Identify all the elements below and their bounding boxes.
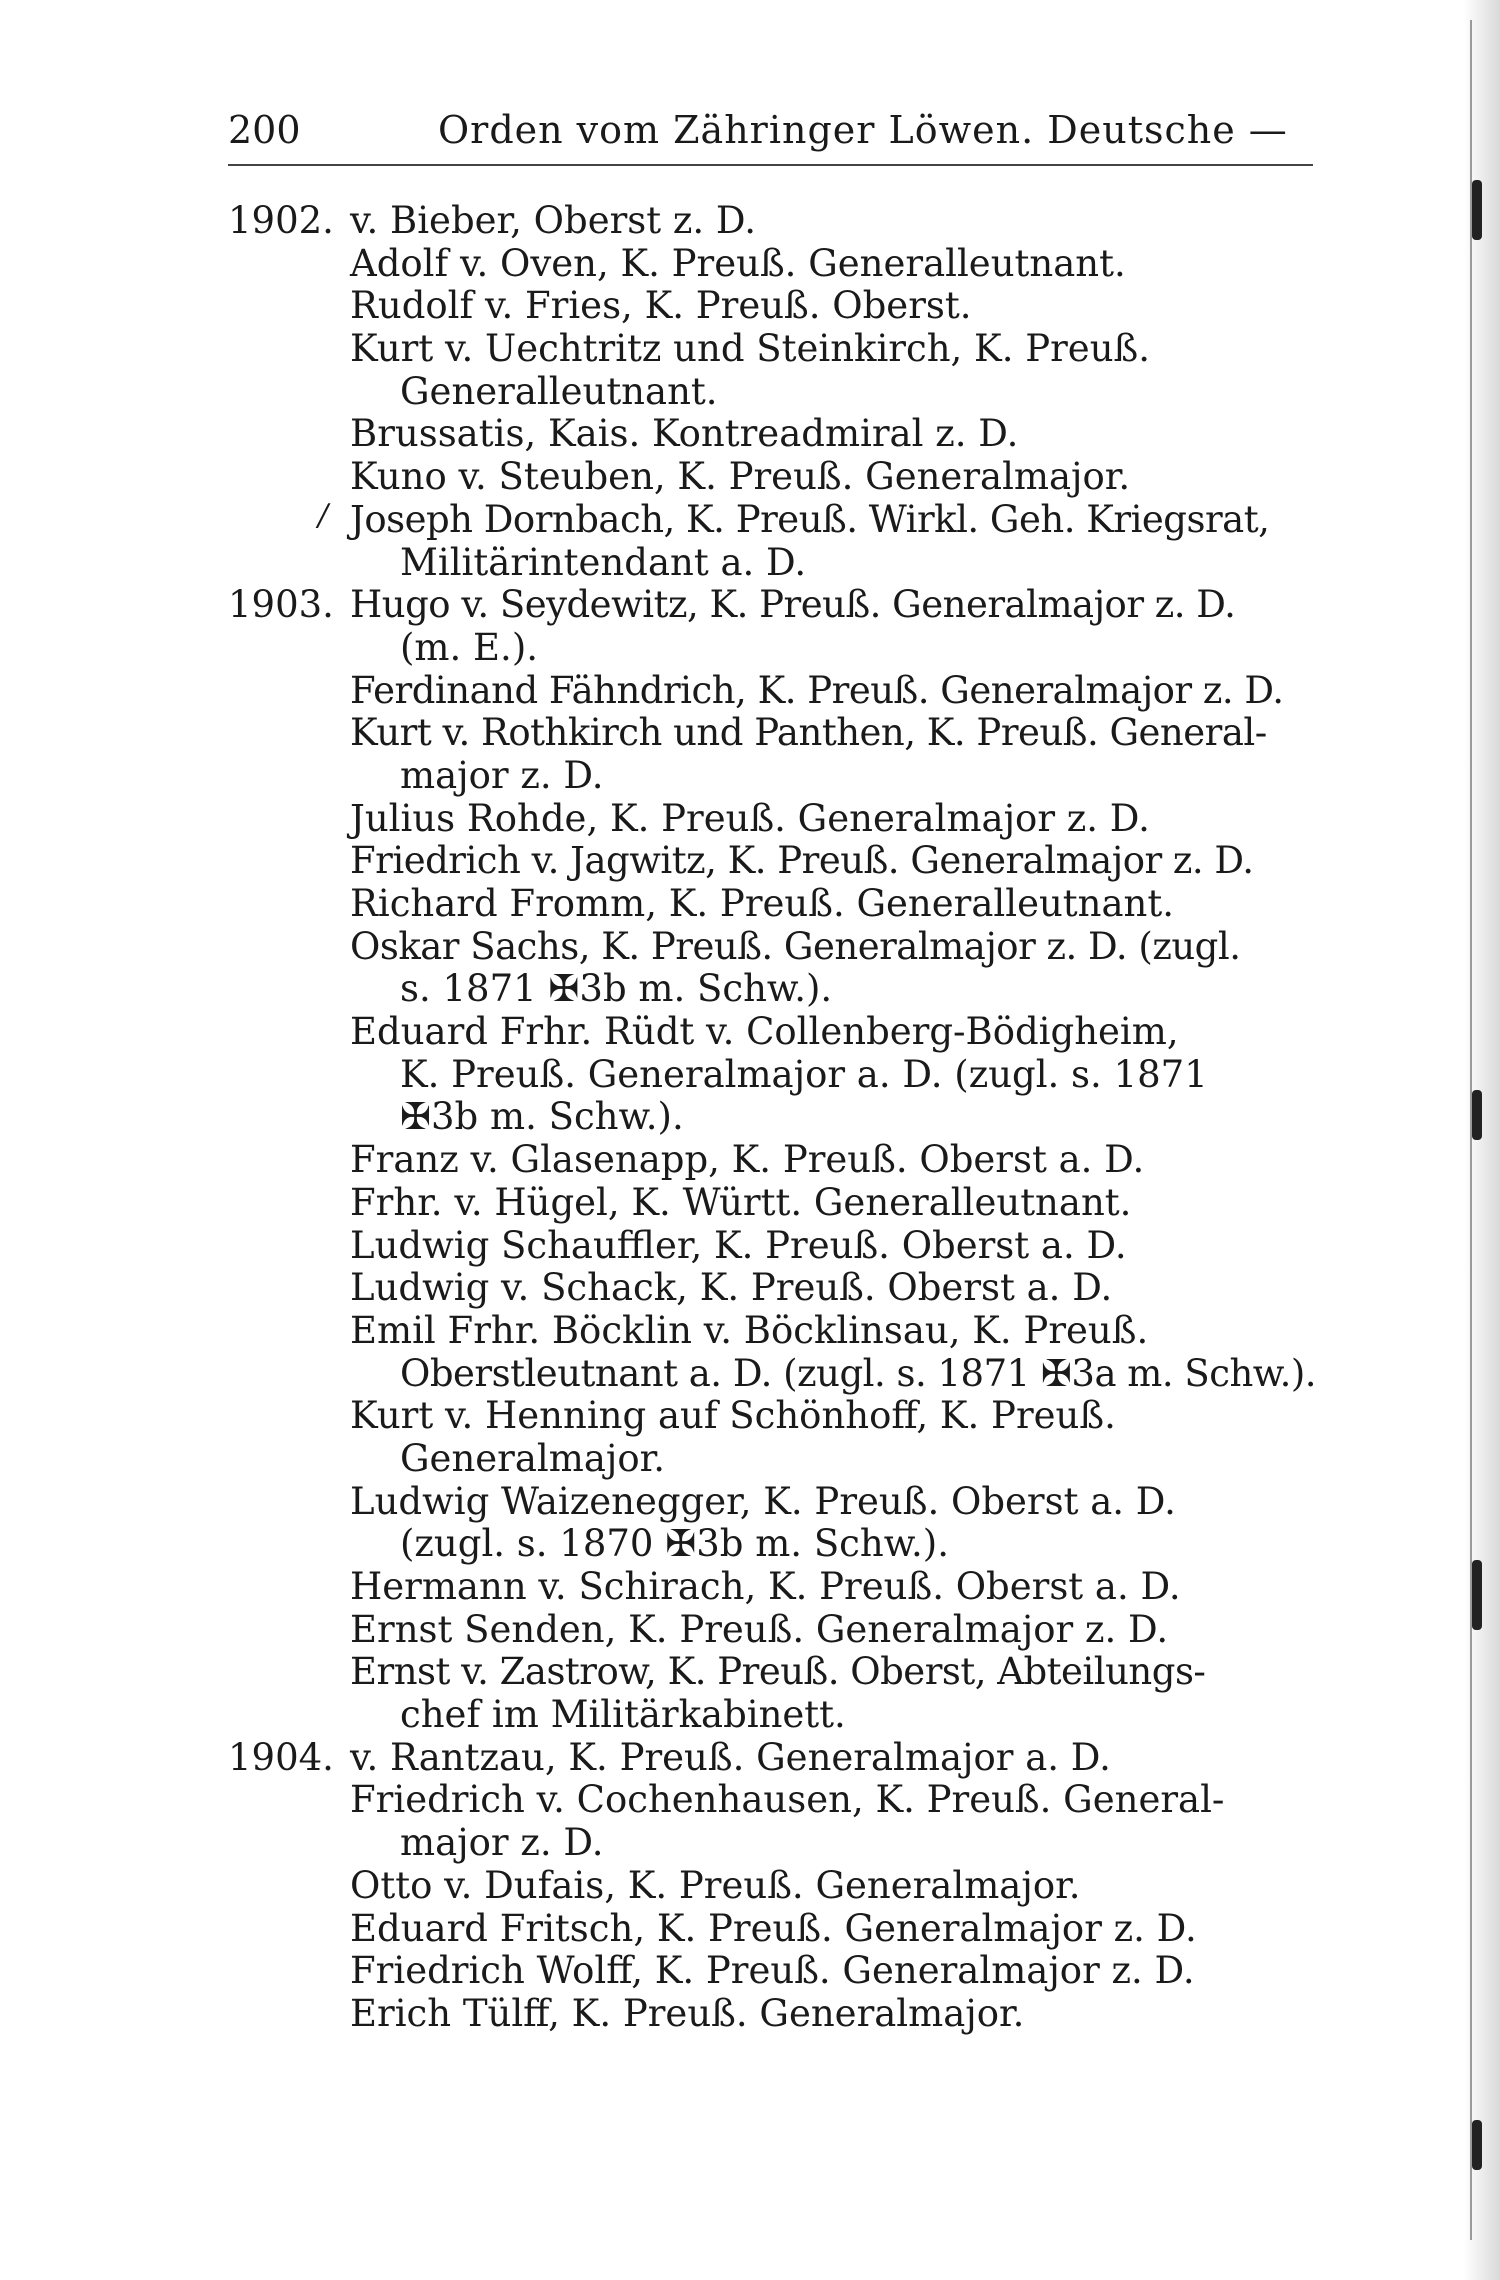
entry-text: chef im Militärkabinett. bbox=[400, 1693, 846, 1737]
entry-text: Erich Tülff, K. Preuß. Generalmajor. bbox=[350, 1991, 1025, 2035]
entry-text: Generalmajor. bbox=[400, 1436, 666, 1480]
stray-mark: / bbox=[318, 498, 329, 533]
entry-line bbox=[0, 542, 1500, 585]
entry-text: Ernst v. Zastrow, K. Preuß. Oberst, Abteilungs- bbox=[350, 1650, 1206, 1694]
entry-line bbox=[0, 1182, 1500, 1225]
entry-line bbox=[0, 1481, 1500, 1524]
entry-line bbox=[0, 1908, 1500, 1951]
entry-line bbox=[0, 1651, 1500, 1694]
entry-text: v. Bieber, Oberst z. D. bbox=[350, 199, 757, 242]
entry-text: Otto v. Dufais, K. Preuß. Generalmajor. bbox=[350, 1863, 1081, 1907]
entry-line bbox=[0, 1950, 1500, 1993]
entry-line bbox=[0, 1694, 1500, 1737]
entry-line bbox=[0, 1267, 1500, 1310]
entry-line bbox=[0, 627, 1500, 670]
entry-line bbox=[0, 1779, 1500, 1822]
entry-line bbox=[0, 456, 1500, 499]
entry-text: Friedrich Wolff, K. Preuß. Generalmajor z. D. bbox=[350, 1949, 1195, 1993]
entry-list bbox=[0, 200, 1500, 2036]
entry-text: s. 1871 ✠3b m. Schw.). bbox=[400, 967, 833, 1011]
entry-line bbox=[0, 1011, 1500, 1054]
entry-line bbox=[0, 798, 1500, 841]
entry-text: Kurt v. Henning auf Schönhoff, K. Preuß. bbox=[350, 1394, 1116, 1438]
entry-text: (m. E.). bbox=[400, 625, 539, 669]
entry-line bbox=[0, 413, 1500, 456]
running-title: Orden vom Zähringer Löwen. Deutsche — bbox=[438, 108, 1288, 152]
entry-line bbox=[0, 1993, 1500, 2036]
entry-text: Franz v. Glasenapp, K. Preuß. Oberst a. D. bbox=[350, 1138, 1145, 1182]
entry-line bbox=[0, 926, 1500, 969]
entry-text: Hermann v. Schirach, K. Preuß. Oberst a. D. bbox=[350, 1565, 1181, 1608]
entry-text: v. Rantzau, K. Preuß. Generalmajor a. D. bbox=[350, 1735, 1111, 1779]
entry-text: Oskar Sachs, K. Preuß. Generalmajor z. D. (zugl. bbox=[350, 924, 1241, 968]
entry-text: Kuno v. Steuben, K. Preuß. Generalmajor. bbox=[350, 455, 1131, 499]
entry-line bbox=[0, 584, 1500, 627]
entry-text: Ludwig v. Schack, K. Preuß. Oberst a. D. bbox=[350, 1266, 1113, 1310]
entry-line bbox=[0, 712, 1500, 755]
entry-line bbox=[0, 243, 1500, 286]
entry-text: Ernst Senden, K. Preuß. Generalmajor z. D. bbox=[350, 1607, 1169, 1651]
entry-text: Kurt v. Rothkirch und Panthen, K. Preuß. General- bbox=[350, 711, 1267, 755]
entry-line bbox=[0, 1310, 1500, 1353]
entry-text: Friedrich v. Jagwitz, K. Preuß. Generalmajor z. D. bbox=[350, 839, 1254, 883]
entry-text: Ludwig Waizenegger, K. Preuß. Oberst a. D. bbox=[350, 1479, 1176, 1523]
entry-line bbox=[0, 1395, 1500, 1438]
entry-line bbox=[0, 670, 1500, 713]
entry-line bbox=[0, 1523, 1500, 1566]
entry-year: 1903. bbox=[228, 583, 334, 627]
entry-line bbox=[0, 499, 1500, 542]
entry-text: Ferdinand Fähndrich, K. Preuß. Generalmajor z. D. bbox=[350, 668, 1284, 712]
entry-text: Brussatis, Kais. Kontreadmiral z. D. bbox=[350, 412, 1019, 456]
entry-line bbox=[0, 1139, 1500, 1182]
entry-text: Joseph Dornbach, K. Preuß. Wirkl. Geh. Kriegsrat, bbox=[350, 497, 1270, 541]
entry-year: 1904. bbox=[228, 1735, 334, 1779]
entry-line bbox=[0, 200, 1500, 243]
entry-line bbox=[0, 883, 1500, 926]
entry-text: K. Preuß. Generalmajor a. D. (zugl. s. 1871 bbox=[400, 1052, 1208, 1096]
edge-mark bbox=[1472, 2120, 1482, 2170]
entry-text: Emil Frhr. Böcklin v. Böcklinsau, K. Preuß. bbox=[350, 1308, 1149, 1352]
entry-line bbox=[0, 1225, 1500, 1268]
entry-text: major z. D. bbox=[400, 1821, 604, 1865]
page-header bbox=[228, 100, 1313, 160]
entry-text: Ludwig Schauffler, K. Preuß. Oberst a. D. bbox=[350, 1223, 1127, 1267]
entry-text: Kurt v. Uechtritz und Steinkirch, K. Preuß. bbox=[350, 327, 1150, 371]
entry-line bbox=[0, 840, 1500, 883]
entry-line bbox=[0, 968, 1500, 1011]
entry-line bbox=[0, 1865, 1500, 1908]
entry-line bbox=[0, 1566, 1500, 1609]
page-number: 200 bbox=[228, 108, 301, 152]
header-rule bbox=[228, 164, 1313, 166]
entry-line bbox=[0, 1054, 1500, 1097]
entry-year: 1902. bbox=[228, 199, 334, 242]
entry-text: Hugo v. Seydewitz, K. Preuß. Generalmajor z. D. bbox=[350, 583, 1236, 627]
entry-text: Richard Fromm, K. Preuß. Generalleutnant. bbox=[350, 882, 1175, 925]
entry-line bbox=[0, 1737, 1500, 1780]
entry-line bbox=[0, 371, 1500, 414]
entry-line bbox=[0, 285, 1500, 328]
entry-line bbox=[0, 1822, 1500, 1865]
entry-text: Eduard Frhr. Rüdt v. Collenberg-Bödigheim, bbox=[350, 1010, 1179, 1054]
entry-text: Julius Rohde, K. Preuß. Generalmajor z. D. bbox=[350, 796, 1150, 840]
entry-line bbox=[0, 1096, 1500, 1139]
entry-text: ✠3b m. Schw.). bbox=[400, 1095, 684, 1139]
entry-line bbox=[0, 1353, 1500, 1396]
entry-text: Oberstleutnant a. D. (zugl. s. 1871 ✠3a m. Schw.). bbox=[400, 1351, 1317, 1395]
entry-text: Friedrich v. Cochenhausen, K. Preuß. General- bbox=[350, 1778, 1225, 1822]
entry-text: Militärintendant a. D. bbox=[400, 540, 807, 584]
entry-text: Frhr. v. Hügel, K. Württ. Generalleutnant. bbox=[350, 1180, 1132, 1224]
entry-line bbox=[0, 328, 1500, 371]
entry-line bbox=[0, 755, 1500, 798]
entry-line bbox=[0, 1438, 1500, 1481]
entry-text: Generalleutnant. bbox=[400, 369, 718, 413]
entry-text: (zugl. s. 1870 ✠3b m. Schw.). bbox=[400, 1522, 949, 1566]
entry-text: Rudolf v. Fries, K. Preuß. Oberst. bbox=[350, 284, 972, 328]
entry-text: major z. D. bbox=[400, 753, 604, 797]
entry-text: Adolf v. Oven, K. Preuß. Generalleutnant. bbox=[350, 241, 1126, 285]
entry-line bbox=[0, 1609, 1500, 1652]
entry-text: Eduard Fritsch, K. Preuß. Generalmajor z. D. bbox=[350, 1906, 1197, 1950]
